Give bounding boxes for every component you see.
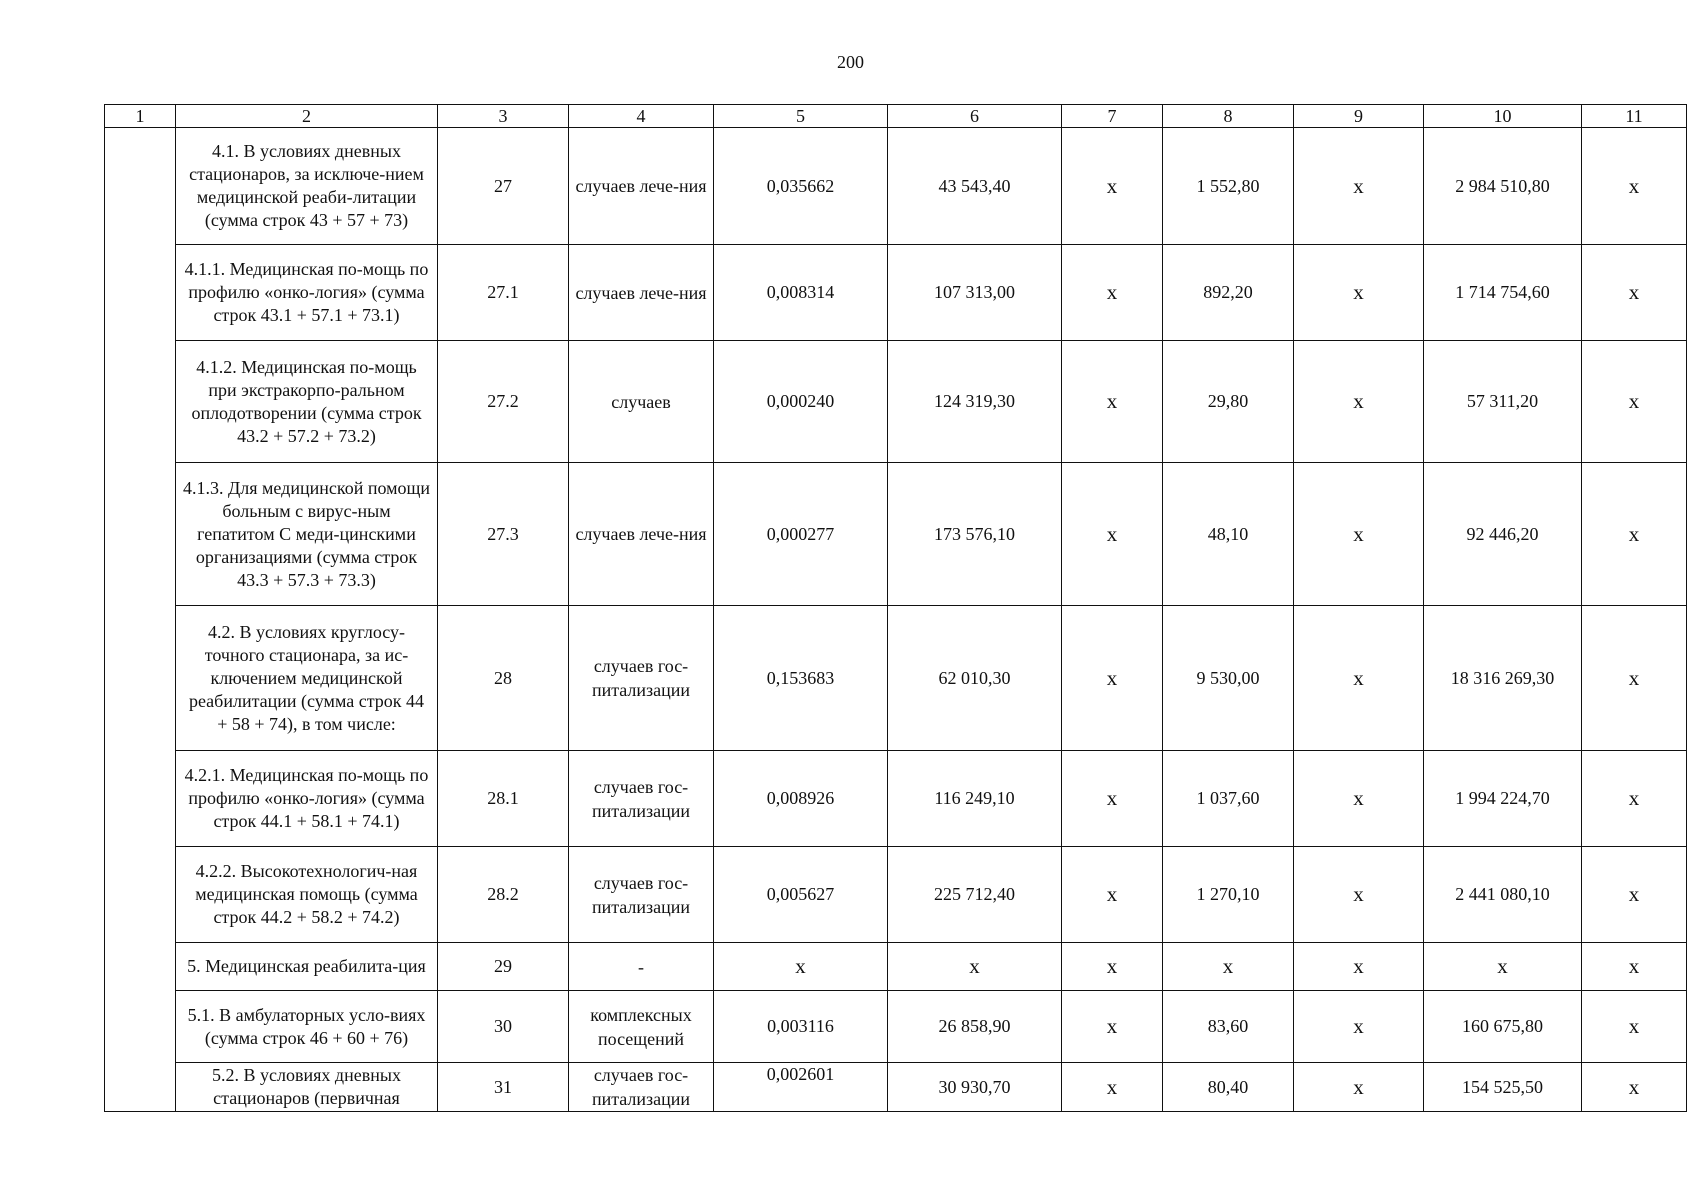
value-cell: 0,000240 — [714, 341, 888, 463]
value-cell: 160 675,80 — [1424, 991, 1582, 1063]
value-cell: 92 446,20 — [1424, 463, 1582, 606]
value-cell: 1 270,10 — [1163, 847, 1294, 943]
table-row — [105, 341, 1687, 463]
value-cell: х — [1062, 847, 1163, 943]
value-cell: 124 319,30 — [888, 341, 1062, 463]
value-cell: х — [1062, 128, 1163, 245]
row-number: 31 — [438, 1063, 569, 1112]
value-cell: х — [1582, 991, 1687, 1063]
header-cell: 11 — [1582, 105, 1687, 128]
value-cell: х — [1062, 1063, 1163, 1112]
header-cell: 1 — [105, 105, 176, 128]
value-cell: 48,10 — [1163, 463, 1294, 606]
header-cell: 7 — [1062, 105, 1163, 128]
value-cell: х — [1062, 991, 1163, 1063]
value-cell: х — [1582, 463, 1687, 606]
value-cell: х — [1062, 341, 1163, 463]
value-cell: 29,80 — [1163, 341, 1294, 463]
unit-cell: комплексных посещений — [569, 991, 714, 1063]
value-cell: х — [1294, 245, 1424, 341]
value-cell: 0,000277 — [714, 463, 888, 606]
value-cell: 1 714 754,60 — [1424, 245, 1582, 341]
value-cell: 43 543,40 — [888, 128, 1062, 245]
value-cell: 18 316 269,30 — [1424, 606, 1582, 751]
unit-cell: случаев лече-ния — [569, 128, 714, 245]
value-cell: х — [1062, 606, 1163, 751]
table-row — [105, 128, 1687, 245]
table-row — [105, 463, 1687, 606]
value-cell: х — [1582, 751, 1687, 847]
value-cell: х — [1294, 341, 1424, 463]
unit-cell: случаев гос-питализации — [569, 847, 714, 943]
value-cell: х — [1294, 463, 1424, 606]
header-cell: 10 — [1424, 105, 1582, 128]
table-row — [105, 751, 1687, 847]
header-row — [105, 105, 1687, 128]
row-label: 5.2. В условиях дневных стационаров (первичная — [176, 1063, 438, 1112]
value-cell: 0,008314 — [714, 245, 888, 341]
unit-cell: случаев лече-ния — [569, 463, 714, 606]
header-cell: 2 — [176, 105, 438, 128]
value-cell: 0,035662 — [714, 128, 888, 245]
value-cell: х — [888, 943, 1062, 991]
row-label: 4.1.1. Медицинская по-мощь по профилю «онко-логия» (сумма строк 43.1 + 57.1 + 73.1) — [176, 245, 438, 341]
unit-cell: случаев гос-питализации — [569, 751, 714, 847]
value-cell: х — [1582, 1063, 1687, 1112]
row-number: 27.2 — [438, 341, 569, 463]
value-cell: х — [1062, 751, 1163, 847]
value-cell: х — [714, 943, 888, 991]
table-header — [105, 105, 1687, 128]
value-cell: 0,002601 — [714, 1063, 888, 1112]
value-cell: х — [1294, 943, 1424, 991]
value-cell: х — [1062, 943, 1163, 991]
value-cell: 57 311,20 — [1424, 341, 1582, 463]
header-cell: 5 — [714, 105, 888, 128]
table-row — [105, 847, 1687, 943]
value-cell: х — [1294, 606, 1424, 751]
value-cell: х — [1294, 991, 1424, 1063]
value-cell: 0,008926 — [714, 751, 888, 847]
row-number: 27.1 — [438, 245, 569, 341]
row-label: 4.1. В условиях дневных стационаров, за исключе-нием медицинской реаби-литации (сумма строк 43 + 57 + 73) — [176, 128, 438, 245]
value-cell: 116 249,10 — [888, 751, 1062, 847]
table-body — [105, 128, 1687, 1112]
row-label: 4.2. В условиях круглосу-точного стационара, за ис-ключением медицинской реабилитации (сумма строк 44 + 58 + 74), в том числе: — [176, 606, 438, 751]
value-cell: 26 858,90 — [888, 991, 1062, 1063]
value-cell: 9 530,00 — [1163, 606, 1294, 751]
header-cell: 3 — [438, 105, 569, 128]
data-table — [104, 104, 1687, 1112]
unit-cell: - — [569, 943, 714, 991]
value-cell: 225 712,40 — [888, 847, 1062, 943]
value-cell: х — [1424, 943, 1582, 991]
value-cell: х — [1294, 128, 1424, 245]
table-row — [105, 1063, 1687, 1112]
value-cell: 107 313,00 — [888, 245, 1062, 341]
value-cell: х — [1294, 751, 1424, 847]
row-number: 28 — [438, 606, 569, 751]
table-row — [105, 245, 1687, 341]
value-cell: х — [1582, 128, 1687, 245]
row-number: 28.2 — [438, 847, 569, 943]
header-cell: 6 — [888, 105, 1062, 128]
value-cell: х — [1582, 245, 1687, 341]
value-cell: х — [1294, 847, 1424, 943]
table-row — [105, 943, 1687, 991]
value-cell: 892,20 — [1163, 245, 1294, 341]
unit-cell: случаев лече-ния — [569, 245, 714, 341]
table-row — [105, 606, 1687, 751]
value-cell: х — [1294, 1063, 1424, 1112]
value-cell: 1 552,80 — [1163, 128, 1294, 245]
value-cell: 0,005627 — [714, 847, 888, 943]
unit-cell: случаев гос-питализации — [569, 606, 714, 751]
value-cell: 30 930,70 — [888, 1063, 1062, 1112]
row-label: 5.1. В амбулаторных усло-виях (сумма строк 46 + 60 + 76) — [176, 991, 438, 1063]
value-cell: 0,003116 — [714, 991, 888, 1063]
value-cell: 2 984 510,80 — [1424, 128, 1582, 245]
table-row — [105, 991, 1687, 1063]
header-cell: 4 — [569, 105, 714, 128]
value-cell: х — [1582, 943, 1687, 991]
row-number: 30 — [438, 991, 569, 1063]
page-number: 200 — [837, 52, 864, 72]
value-cell: 1 037,60 — [1163, 751, 1294, 847]
row-number: 27 — [438, 128, 569, 245]
value-cell: х — [1582, 341, 1687, 463]
value-cell: 173 576,10 — [888, 463, 1062, 606]
value-cell: 80,40 — [1163, 1063, 1294, 1112]
row-label: 4.2.2. Высокотехнологич-ная медицинская помощь (сумма строк 44.2 + 58.2 + 74.2) — [176, 847, 438, 943]
value-cell: 62 010,30 — [888, 606, 1062, 751]
unit-cell: случаев гос-питализации — [569, 1063, 714, 1112]
row-label: 4.1.2. Медицинская по-мощь при экстракорпо-ральном оплодотворении (сумма строк 43.2 + 57.2 + 73.2) — [176, 341, 438, 463]
empty-first-column — [105, 128, 176, 1112]
value-cell: х — [1163, 943, 1294, 991]
value-cell: 83,60 — [1163, 991, 1294, 1063]
value-cell: 0,153683 — [714, 606, 888, 751]
header-cell: 9 — [1294, 105, 1424, 128]
row-label: 4.2.1. Медицинская по-мощь по профилю «онко-логия» (сумма строк 44.1 + 58.1 + 74.1) — [176, 751, 438, 847]
row-label: 5. Медицинская реабилита-ция — [176, 943, 438, 991]
value-cell: х — [1582, 606, 1687, 751]
value-cell: х — [1062, 463, 1163, 606]
value-cell: 1 994 224,70 — [1424, 751, 1582, 847]
value-cell: х — [1582, 847, 1687, 943]
value-cell: 154 525,50 — [1424, 1063, 1582, 1112]
value-cell: х — [1062, 245, 1163, 341]
value-cell: 2 441 080,10 — [1424, 847, 1582, 943]
row-number: 27.3 — [438, 463, 569, 606]
row-label: 4.1.3. Для медицинской помощи больным с вирус-ным гепатитом С меди-цинскими организациями (сумма строк 43.3 + 57.3 + 73.3) — [176, 463, 438, 606]
unit-cell: случаев — [569, 341, 714, 463]
row-number: 29 — [438, 943, 569, 991]
row-number: 28.1 — [438, 751, 569, 847]
header-cell: 8 — [1163, 105, 1294, 128]
